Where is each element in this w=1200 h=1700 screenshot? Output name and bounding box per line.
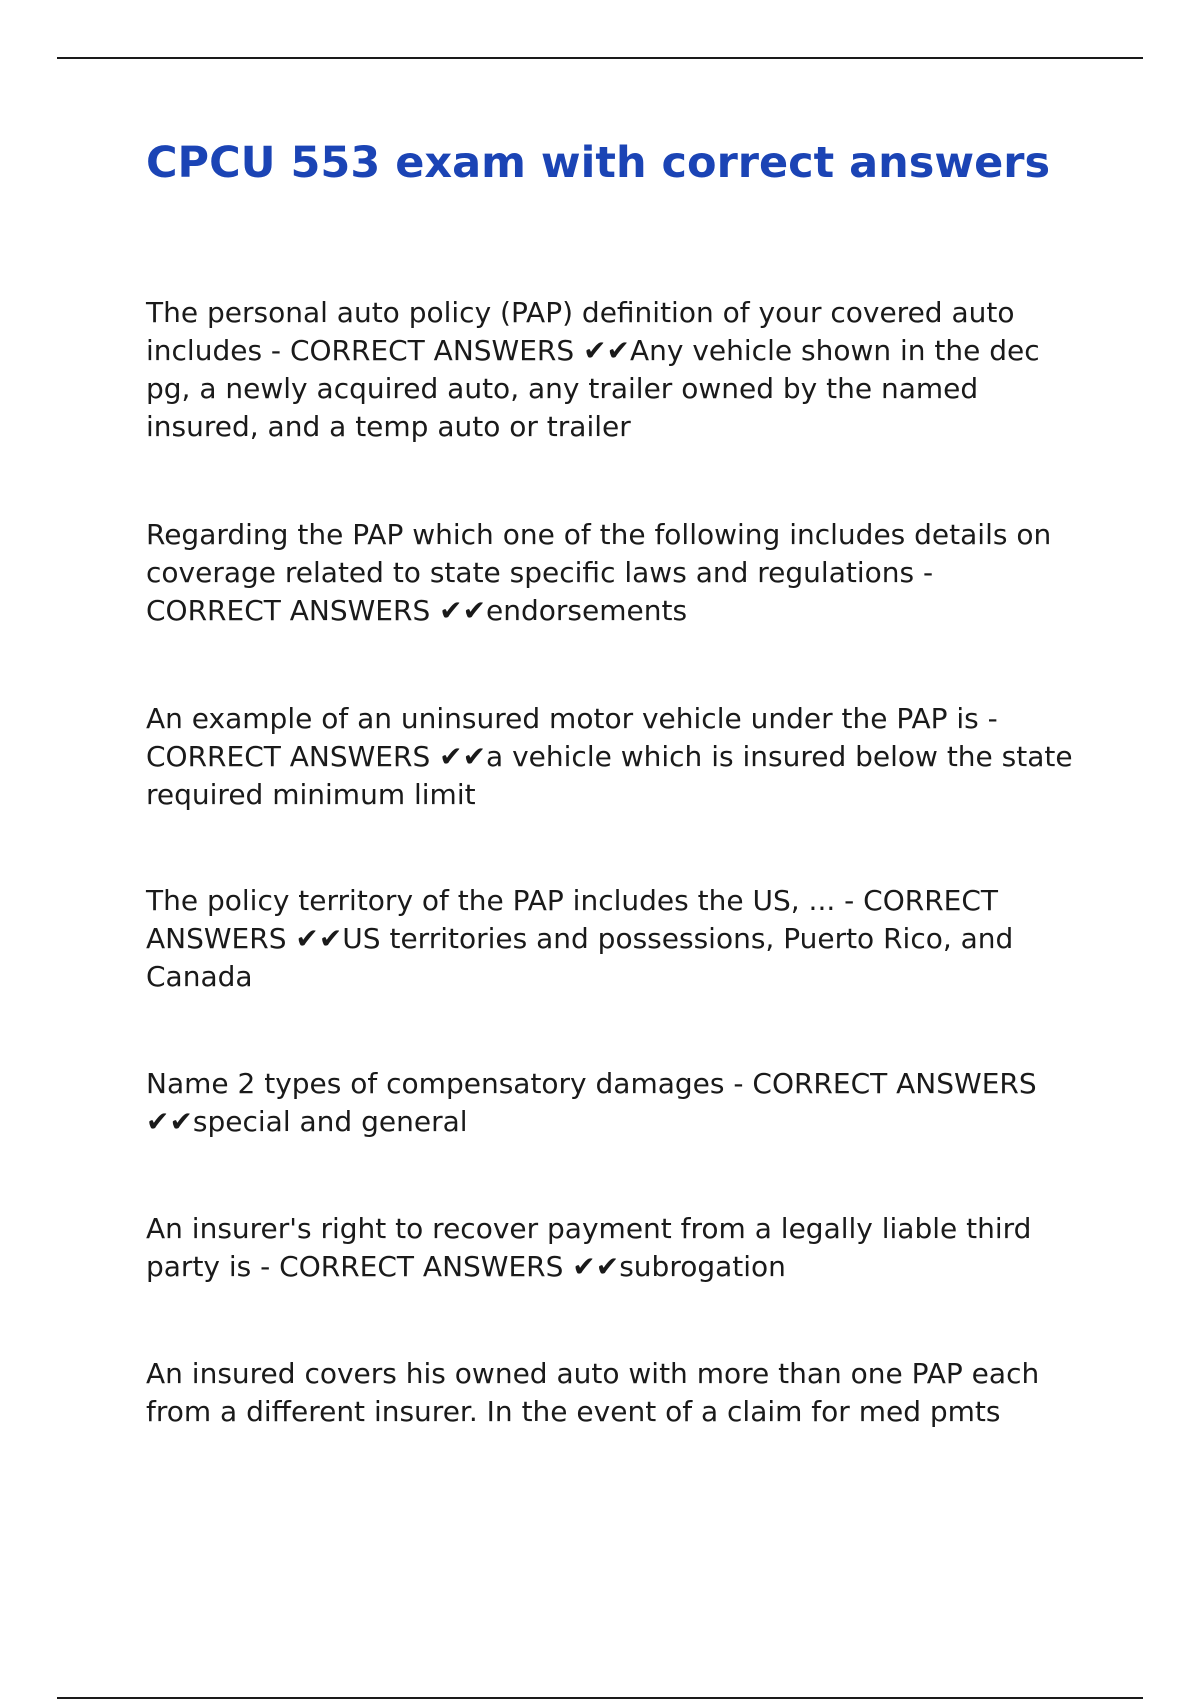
qa-item-7: An insured covers his owned auto with more than one PAP each from a different insurer. In the event of a claim for med pmts: [146, 1357, 1040, 1428]
qa-item-1: The personal auto policy (PAP) definition of your covered auto includes - CORRECT ANSWERS ✔✔Any vehicle shown in the dec pg, a newly acquired auto, any trailer owned by the named insured, and a temp auto or trailer: [146, 296, 1040, 443]
qa-item-3: An example of an uninsured motor vehicle under the PAP is - CORRECT ANSWERS ✔✔a vehicle which is insured below the state required minimum limit: [146, 702, 1073, 811]
page-title: CPCU 553 exam with correct answers: [146, 138, 1051, 188]
top-rule: [57, 57, 1143, 59]
qa-item-4: The policy territory of the PAP includes the US, ... - CORRECT ANSWERS ✔✔US territories and possessions, Puerto Rico, and Canada: [146, 884, 1014, 993]
qa-item-2: Regarding the PAP which one of the following includes details on coverage related to state specific laws and regulations - CORRECT ANSWERS ✔✔endorsements: [146, 518, 1052, 627]
qa-item-6: An insurer's right to recover payment from a legally liable third party is - CORRECT ANSWERS ✔✔subrogation: [146, 1212, 1032, 1283]
qa-item-5: Name 2 types of compensatory damages - CORRECT ANSWERS ✔✔special and general: [146, 1067, 1037, 1138]
bottom-rule: [57, 1697, 1143, 1699]
